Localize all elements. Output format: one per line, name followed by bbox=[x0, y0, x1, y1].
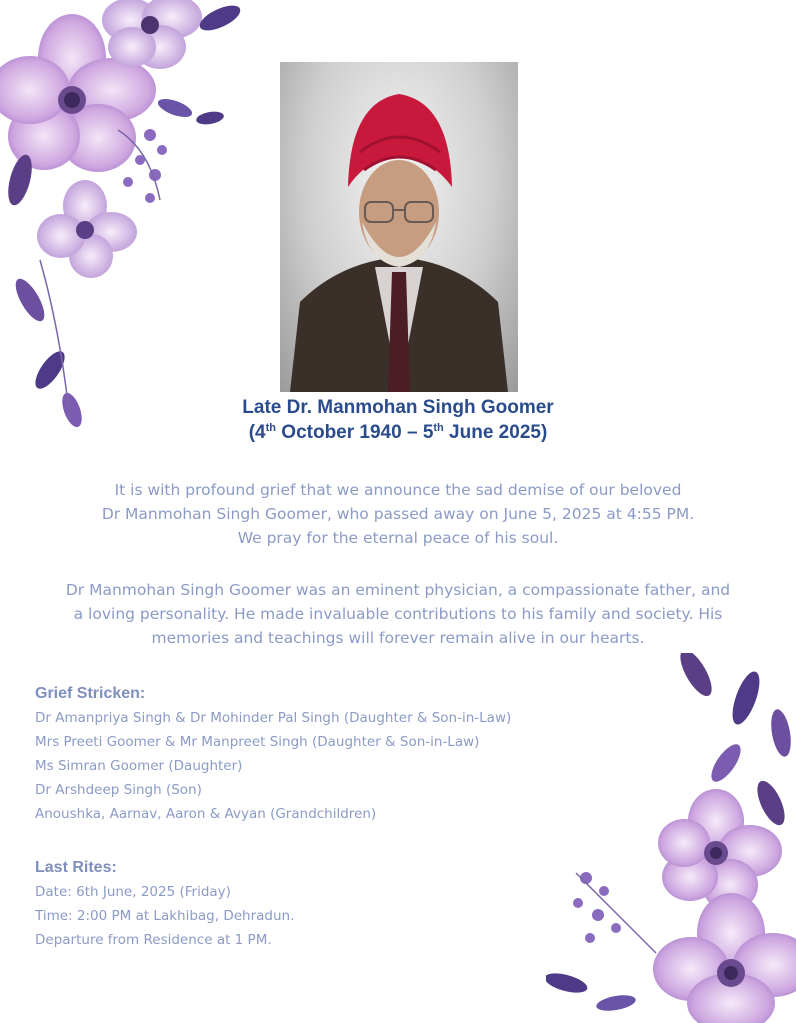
rites-detail: Date: 6th June, 2025 (Friday) bbox=[35, 884, 231, 900]
dates-open: ( bbox=[248, 422, 256, 443]
birth-day-suffix: th bbox=[265, 422, 277, 434]
birth-rest: October 1940 – bbox=[276, 422, 423, 443]
grief-stricken-title: Grief Stricken: bbox=[35, 685, 146, 702]
family-member: Ms Simran Goomer (Daughter) bbox=[35, 758, 243, 774]
death-day-suffix: th bbox=[433, 422, 444, 434]
grief-stricken-section bbox=[35, 682, 595, 826]
tribute-paragraph bbox=[20, 578, 776, 650]
tribute-line: Dr Manmohan Singh Goomer was an eminent physician, a compassionate father, and bbox=[65, 581, 731, 599]
tribute-line: memories and teachings will forever remain alive in our hearts. bbox=[151, 629, 645, 647]
last-rites-section bbox=[35, 856, 595, 952]
life-dates bbox=[0, 421, 796, 445]
floral-decoration-top-left bbox=[0, 0, 260, 440]
announcement-line: It is with profound grief that we announce the sad demise of our beloved bbox=[114, 481, 682, 499]
floral-decoration-bottom-right bbox=[546, 653, 796, 1023]
family-member: Mrs Preeti Goomer & Mr Manpreet Singh (Daughter & Son-in-Law) bbox=[35, 734, 480, 750]
family-member: Dr Arshdeep Singh (Son) bbox=[35, 782, 202, 798]
announcement-line: Dr Manmohan Singh Goomer, who passed away on June 5, 2025 at 4:55 PM. bbox=[101, 505, 695, 523]
death-day: 5 bbox=[422, 422, 434, 443]
family-member: Dr Amanpriya Singh & Dr Mohinder Pal Singh (Daughter & Son-in-Law) bbox=[35, 710, 512, 726]
announcement-line: We pray for the eternal peace of his soul. bbox=[237, 529, 559, 547]
family-member: Anoushka, Aarnav, Aaron & Avyan (Grandchildren) bbox=[35, 806, 377, 822]
death-rest: June 2025) bbox=[443, 422, 548, 443]
rites-detail: Time: 2:00 PM at Lakhibag, Dehradun. bbox=[35, 908, 295, 924]
tribute-line: a loving personality. He made invaluable contributions to his family and society. His bbox=[73, 605, 723, 623]
portrait-photo bbox=[280, 62, 518, 392]
last-rites-title: Last Rites: bbox=[35, 859, 117, 876]
birth-day: 4 bbox=[255, 422, 266, 443]
deceased-name: Late Dr. Manmohan Singh Goomer bbox=[242, 397, 554, 418]
rites-detail: Departure from Residence at 1 PM. bbox=[35, 932, 272, 948]
announcement-paragraph bbox=[20, 478, 776, 550]
